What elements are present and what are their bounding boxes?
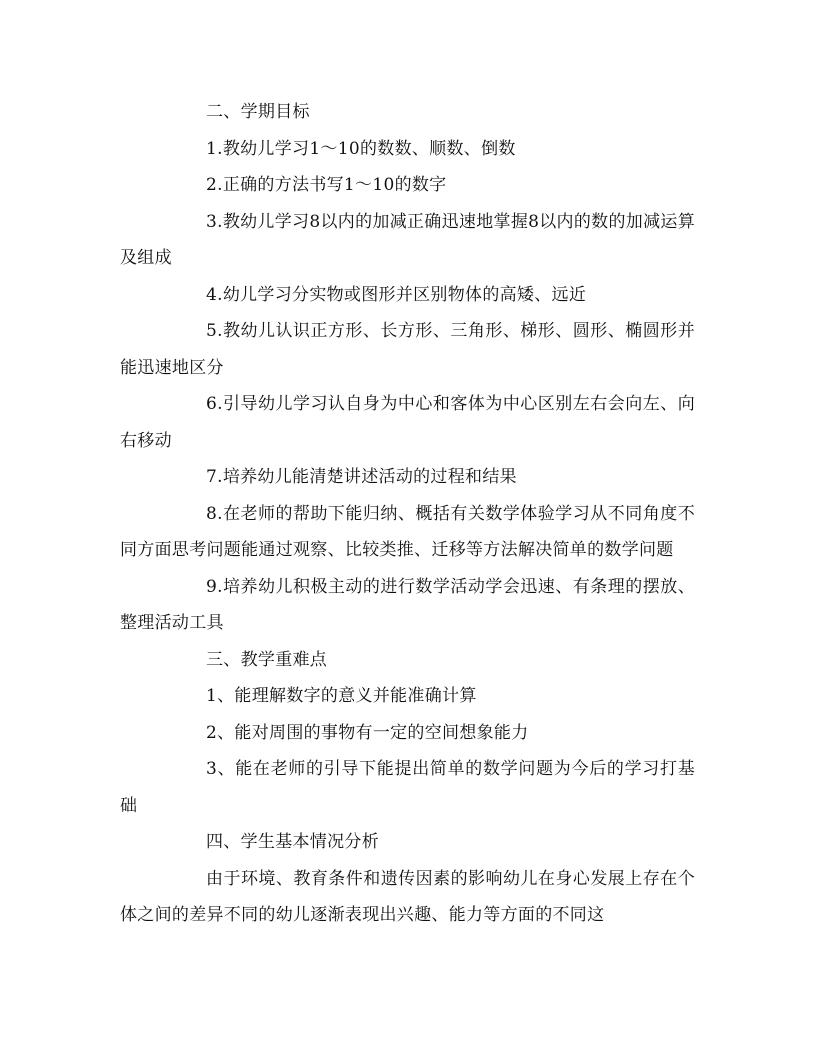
goal-item-8: 8.在老师的帮助下能归纳、概括有关数学体验学习从不同角度不同方面思考问题能通过观察、比较类推、迁移等方法解决简单的数学问题 xyxy=(120,503,695,560)
key-point-item-3: 3、能在老师的引导下能提出简单的数学问题为今后的学习打基础 xyxy=(120,759,695,816)
section-heading-student-analysis: 四、学生基本情况分析 xyxy=(206,832,379,852)
goal-item-5: 5.教幼儿认识正方形、长方形、三角形、梯形、圆形、椭圆形并能迅速地区分 xyxy=(120,321,695,378)
goal-item-7: 7.培养幼儿能清楚讲述活动的过程和结果 xyxy=(206,467,517,487)
goal-item-3: 3.教幼儿学习8以内的加减正确迅速地掌握8以内的数的加减运算及组成 xyxy=(120,211,695,268)
document-body xyxy=(120,94,695,934)
key-point-item-2: 2、能对周围的事物有一定的空间想象能力 xyxy=(206,722,529,743)
section-heading-key-points: 三、教学重难点 xyxy=(206,649,328,670)
section-heading-goals: 二、学期目标 xyxy=(206,102,310,122)
goal-item-6: 6.引导幼儿学习认自身为中心和客体为中心区别左右会向左、向右移动 xyxy=(120,394,695,451)
analysis-paragraph: 由于环境、教育条件和遗传因素的影响幼儿在身心发展上存在个体之间的差异不同的幼儿逐渐表现出兴趣、能力等方面的不同这 xyxy=(120,868,695,925)
goal-item-9: 9.培养幼儿积极主动的进行数学活动学会迅速、有条理的摆放、整理活动工具 xyxy=(120,576,695,633)
key-point-item-1: 1、能理解数字的意义并能准确计算 xyxy=(206,686,477,706)
goal-item-4: 4.幼儿学习分实物或图形并区别物体的高矮、远近 xyxy=(206,284,587,305)
goal-item-2: 2.正确的方法书写1～10的数字 xyxy=(206,175,447,195)
goal-item-1: 1.教幼儿学习1～10的数数、顺数、倒数 xyxy=(206,138,516,159)
